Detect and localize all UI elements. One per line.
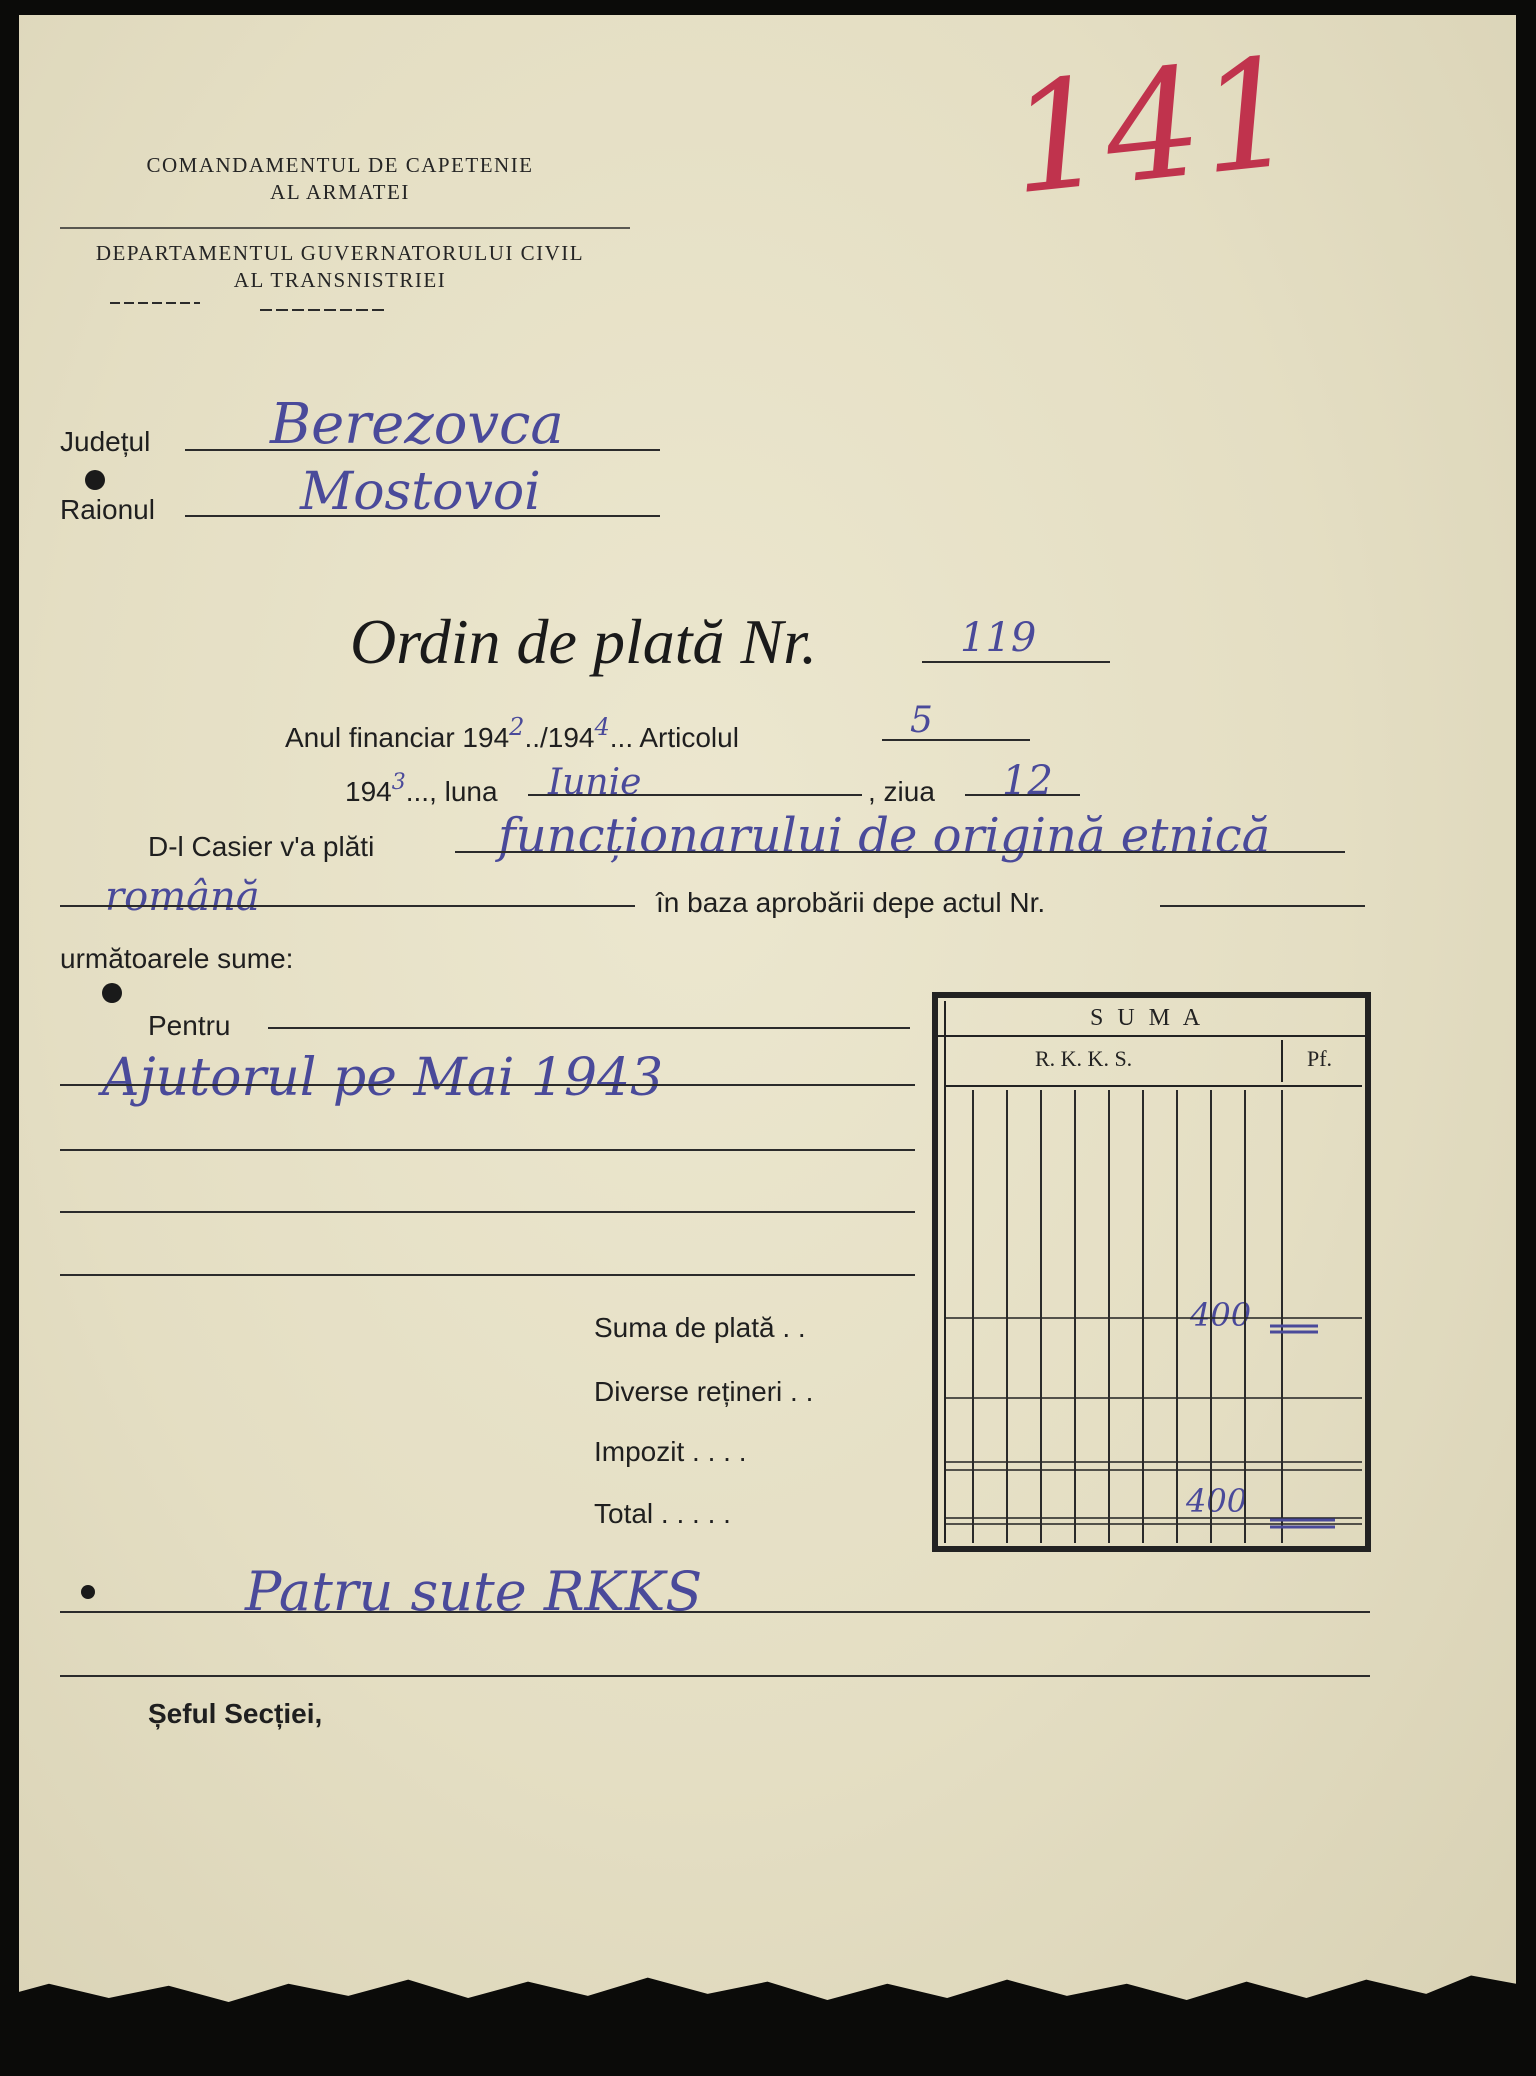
day-value: 12 bbox=[1002, 758, 1053, 804]
date-prefix: 194 bbox=[345, 776, 392, 807]
financial-year-from: 2 bbox=[509, 713, 525, 741]
purpose-value: Ajutorul pe Mai 1943 bbox=[102, 1048, 664, 1108]
header-line-1: COMANDAMENTUL DE CAPETENIE bbox=[146, 153, 534, 177]
day-label: , ziua bbox=[868, 776, 935, 807]
financial-year-label: Anul financiar 194 bbox=[285, 722, 510, 753]
date-year-digit: 3 bbox=[391, 770, 406, 795]
row-label-impozit: Impozit bbox=[594, 1436, 685, 1467]
raion-value: Mostovoi bbox=[300, 462, 541, 522]
raion-label: Raionul bbox=[60, 494, 155, 525]
financial-year-to: 4 bbox=[594, 713, 610, 741]
archive-number: 141 bbox=[1001, 25, 1305, 229]
row-label-retineri: Diverse rețineri bbox=[594, 1376, 783, 1407]
payee-label: D-l Casier v'a plăti bbox=[148, 831, 375, 862]
document-title: Ordin de plată Nr. bbox=[350, 606, 817, 677]
header-line-4: AL TRANSNISTRIEI bbox=[233, 268, 447, 292]
table-col-main: R. K. K. S. bbox=[1035, 1046, 1133, 1071]
payee-value-line-2: română bbox=[105, 874, 260, 920]
table-title: S U M A bbox=[1090, 1005, 1205, 1031]
financial-year-separator: /194 bbox=[540, 722, 595, 753]
header-line-2: AL ARMATEI bbox=[270, 180, 410, 204]
payee-value: funcționarului de origină etnică bbox=[498, 808, 1271, 864]
row-label-suma: Suma de plată bbox=[594, 1312, 775, 1343]
basis-label: în baza aprobării depe actul Nr. bbox=[656, 887, 1046, 918]
article-value: 5 bbox=[910, 700, 933, 741]
row-label-total: Total bbox=[594, 1498, 654, 1529]
table-col-pf: Pf. bbox=[1307, 1046, 1333, 1071]
amount-in-words: Patru sute RKKS bbox=[245, 1560, 703, 1623]
header-line-3: DEPARTAMENTUL GUVERNATORULUI CIVIL bbox=[95, 241, 585, 265]
judet-label: Județul bbox=[60, 426, 151, 457]
month-label: , luna bbox=[429, 776, 498, 807]
judet-value: Berezovca bbox=[270, 392, 564, 457]
order-number: 119 bbox=[960, 615, 1037, 661]
month-value: Iunie bbox=[548, 762, 642, 803]
row-value-total: 400 bbox=[1186, 1482, 1248, 1520]
article-label: Articolul bbox=[639, 722, 739, 753]
sums-label: următoarele sume: bbox=[60, 943, 294, 974]
row-value-suma: 400 bbox=[1190, 1296, 1252, 1334]
purpose-label: Pentru bbox=[148, 1010, 231, 1041]
signature-label: Șeful Secției, bbox=[148, 1698, 323, 1729]
